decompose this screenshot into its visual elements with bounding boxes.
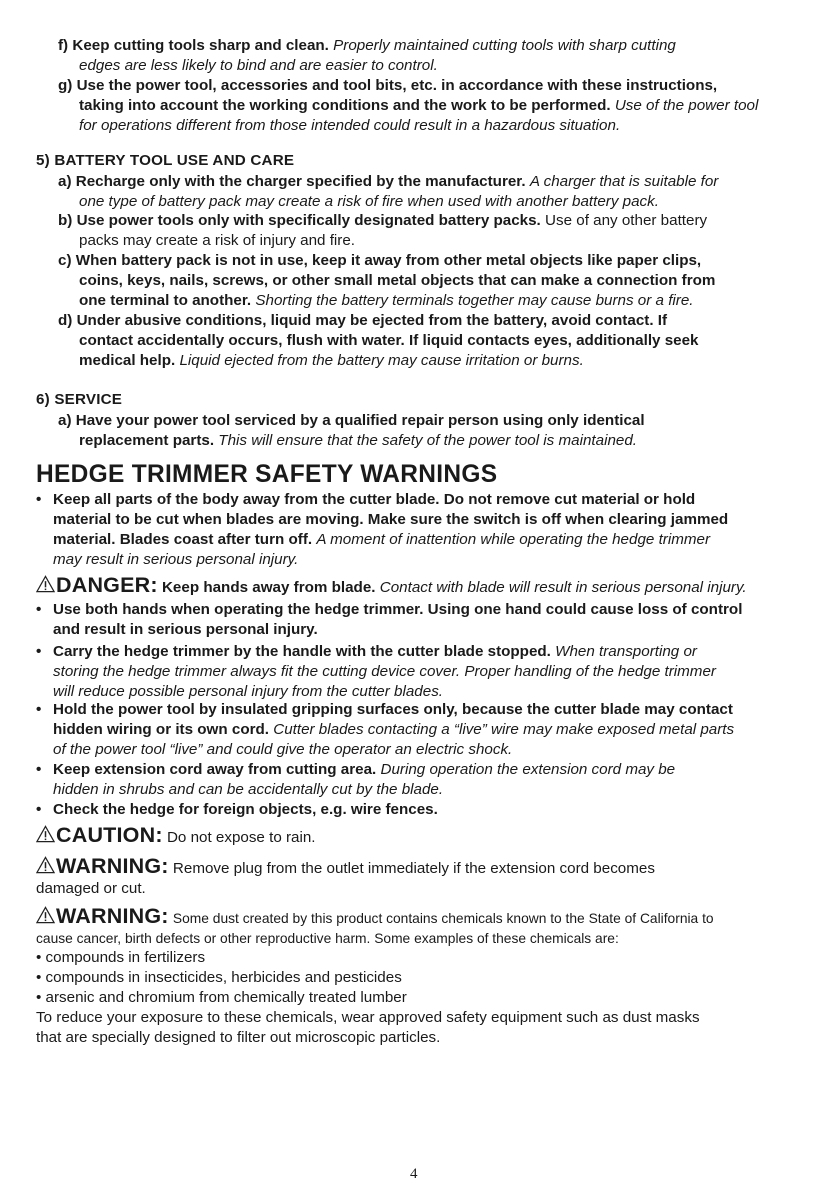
warning-california-text2: cause cancer, birth defects or other reproductive harm. Some examples of these chemicals are: bbox=[36, 931, 619, 946]
warning-extension-cord bbox=[36, 856, 655, 879]
item-4g-bold1: Use the power tool, accessories and tool bits, etc. in accordance with these instructions, bbox=[76, 77, 718, 94]
item-5d-line2: contact accidentally occurs, flush with water. If liquid contacts eyes, additionally seek bbox=[79, 332, 699, 349]
item-5c-line3 bbox=[79, 291, 694, 311]
warning-word: WARNING: bbox=[56, 854, 169, 878]
item-5d-bold3: medical help. bbox=[79, 352, 176, 369]
bullet-body-away-line3 bbox=[53, 530, 710, 550]
bullet-body-away bbox=[36, 490, 696, 510]
item-4f-line1 bbox=[58, 36, 676, 56]
item-4g-bold2: taking into account the working conditions and the work to be performed. bbox=[79, 97, 611, 114]
item-5c-bold3: one terminal to another. bbox=[79, 292, 252, 309]
item-5c-tag: c) bbox=[58, 252, 72, 269]
item-5d-italic3: Liquid ejected from the battery may cause irritation or burns. bbox=[179, 352, 584, 369]
bullet-dot: • bbox=[36, 801, 42, 818]
chemical-list-item: • arsenic and chromium from chemically treated lumber bbox=[36, 989, 407, 1006]
item-4g-line1 bbox=[58, 76, 717, 96]
item-6a-bold1: Have your power tool serviced by a qualified repair person using only identical bbox=[75, 412, 645, 429]
chemical-list-item: • compounds in insecticides, herbicides and pesticides bbox=[36, 969, 402, 986]
chemical-list-item: • compounds in fertilizers bbox=[36, 949, 206, 966]
item-5b-text1: Use of any other battery bbox=[545, 212, 708, 229]
caution-text: Do not expose to rain. bbox=[166, 829, 316, 846]
item-5b-tag: b) bbox=[58, 212, 73, 229]
danger-italic: Contact with blade will result in serious personal injury. bbox=[379, 579, 747, 596]
bullet-carry bbox=[36, 642, 697, 662]
item-6a-line1 bbox=[58, 411, 645, 431]
warning-triangle-icon bbox=[36, 575, 55, 593]
bullet-carry-line3: will reduce possible personal injury from the cutter blades. bbox=[53, 683, 444, 700]
item-5c-bold1: When battery pack is not in use, keep it away from other metal objects like paper clips, bbox=[75, 252, 702, 269]
item-5a-line2: one type of battery pack may create a risk of fire when used with another battery pack. bbox=[79, 193, 659, 210]
item-5c-line2: coins, keys, nails, screws, or other small metal objects that can make a connection from bbox=[79, 272, 716, 289]
section-6-title: 6) SERVICE bbox=[36, 391, 123, 408]
item-5b-line2: packs may create a risk of injury and fire. bbox=[79, 232, 356, 249]
bullet-dot: • bbox=[36, 761, 42, 778]
warning-extension-cord-text2: damaged or cut. bbox=[36, 880, 146, 897]
item-6a-line2 bbox=[79, 431, 637, 451]
item-4g-italic2: Use of the power tool bbox=[614, 97, 759, 114]
item-6a-bold2: replacement parts. bbox=[79, 432, 215, 449]
bullet-body-away-line1: Keep all parts of the body away from the cutter blade. Do not remove cut material or hold bbox=[53, 491, 696, 508]
item-5d-tag: d) bbox=[58, 312, 73, 329]
bullet-body-away-line4: may result in serious personal injury. bbox=[53, 551, 299, 568]
bullet-extension-cord-bold: Keep extension cord away from cutting area. bbox=[53, 761, 377, 778]
bullet-both-hands-line1: Use both hands when operating the hedge trimmer. Using one hand could cause loss of control bbox=[53, 601, 743, 618]
item-5d-line1 bbox=[58, 311, 667, 331]
item-6a-italic2: This will ensure that the safety of the power tool is maintained. bbox=[218, 432, 638, 449]
item-5c-line1 bbox=[58, 251, 701, 271]
item-4g-line2 bbox=[79, 96, 758, 116]
item-5a-line1 bbox=[58, 172, 718, 192]
item-4f-line2: edges are less likely to bind and are easier to control. bbox=[79, 57, 438, 74]
item-5b-bold: Use power tools only with specifically designated battery packs. bbox=[76, 212, 541, 229]
warning-word: WARNING: bbox=[56, 904, 169, 928]
hedge-trimmer-heading: HEDGE TRIMMER SAFETY WARNINGS bbox=[36, 460, 498, 488]
page-number: 4 bbox=[410, 1166, 418, 1182]
bullet-insulated-line1: Hold the power tool by insulated gripping surfaces only, because the cutter blade may contact bbox=[53, 701, 733, 718]
bullet-carry-italic1: When transporting or bbox=[555, 643, 697, 660]
item-5a-bold: Recharge only with the charger specified by the manufacturer. bbox=[75, 173, 526, 190]
warning-extension-cord-text1: Remove plug from the outlet immediately if the extension cord becomes bbox=[172, 860, 655, 877]
section-5-title: 5) BATTERY TOOL USE AND CARE bbox=[36, 152, 295, 169]
bullet-insulated-line2-bold: hidden wiring or its own cord. bbox=[53, 721, 269, 738]
bullet-extension-cord-line2: hidden in shrubs and can be accidentally cut by the blade. bbox=[53, 781, 444, 798]
warning-triangle-icon bbox=[36, 906, 55, 924]
warning-triangle-icon bbox=[36, 856, 55, 874]
item-5a-italic1: A charger that is suitable for bbox=[529, 173, 719, 190]
item-4f-bold: Keep cutting tools sharp and clean. bbox=[72, 37, 329, 54]
item-5d-line3 bbox=[79, 351, 584, 371]
item-4g-tag: g) bbox=[58, 77, 73, 94]
warning-triangle-icon bbox=[36, 825, 55, 843]
bullet-insulated bbox=[36, 700, 733, 720]
bullet-extension-cord-italic1: During operation the extension cord may be bbox=[380, 761, 676, 778]
bullet-body-away-line3-italic: A moment of inattention while operating the hedge trimmer bbox=[316, 531, 711, 548]
warning-california bbox=[36, 906, 714, 929]
item-4g-line3: for operations different from those intended could result in a hazardous situation. bbox=[79, 117, 621, 134]
bullet-foreign-objects-line1: Check the hedge for foreign objects, e.g. wire fences. bbox=[53, 801, 438, 818]
item-4f-tag: f) bbox=[58, 37, 69, 54]
bullet-insulated-line2-italic: Cutter blades contacting a “live” wire may make exposed metal parts bbox=[273, 721, 735, 738]
bullet-dot: • bbox=[36, 491, 42, 508]
item-5a-tag: a) bbox=[58, 173, 72, 190]
bullet-insulated-line2 bbox=[53, 720, 734, 740]
bullet-insulated-line3: of the power tool “live” and could give the operator an electric shock. bbox=[53, 741, 513, 758]
bullet-dot: • bbox=[36, 643, 42, 660]
item-5b-line1 bbox=[58, 211, 707, 231]
caution-word: CAUTION: bbox=[56, 823, 163, 847]
warning-california-text4: that are specially designed to filter out microscopic particles. bbox=[36, 1029, 441, 1046]
bullet-both-hands-line2: and result in serious personal injury. bbox=[53, 621, 318, 638]
bullet-extension-cord bbox=[36, 760, 676, 780]
item-5d-bold1: Under abusive conditions, liquid may be ejected from the battery, avoid contact. If bbox=[76, 312, 668, 329]
danger-statement bbox=[36, 575, 747, 598]
item-5c-italic3: Shorting the battery terminals together may cause burns or a fire. bbox=[255, 292, 694, 309]
danger-bold: Keep hands away from blade. bbox=[161, 579, 376, 596]
danger-word: DANGER: bbox=[56, 573, 158, 597]
bullet-dot: • bbox=[36, 601, 42, 618]
warning-california-text3: To reduce your exposure to these chemicals, wear approved safety equipment such as dust masks bbox=[36, 1009, 700, 1026]
bullet-foreign-objects bbox=[36, 800, 438, 820]
item-4f-italic: Properly maintained cutting tools with sharp cutting bbox=[333, 37, 676, 54]
item-6a-tag: a) bbox=[58, 412, 72, 429]
bullet-body-away-line3-bold: material. Blades coast after turn off. bbox=[53, 531, 313, 548]
caution-statement bbox=[36, 825, 316, 848]
warning-california-text1: Some dust created by this product contains chemicals known to the State of California to bbox=[172, 911, 714, 926]
bullet-carry-bold: Carry the hedge trimmer by the handle with the cutter blade stopped. bbox=[53, 643, 551, 660]
bullet-body-away-line2: material to be cut when blades are moving. Make sure the switch is off when clearing jammed bbox=[53, 511, 729, 528]
bullet-carry-line2: storing the hedge trimmer always fit the cutting device cover. Proper handling of the hedge trimmer bbox=[53, 663, 716, 680]
bullet-both-hands bbox=[36, 600, 743, 620]
bullet-dot: • bbox=[36, 701, 42, 718]
